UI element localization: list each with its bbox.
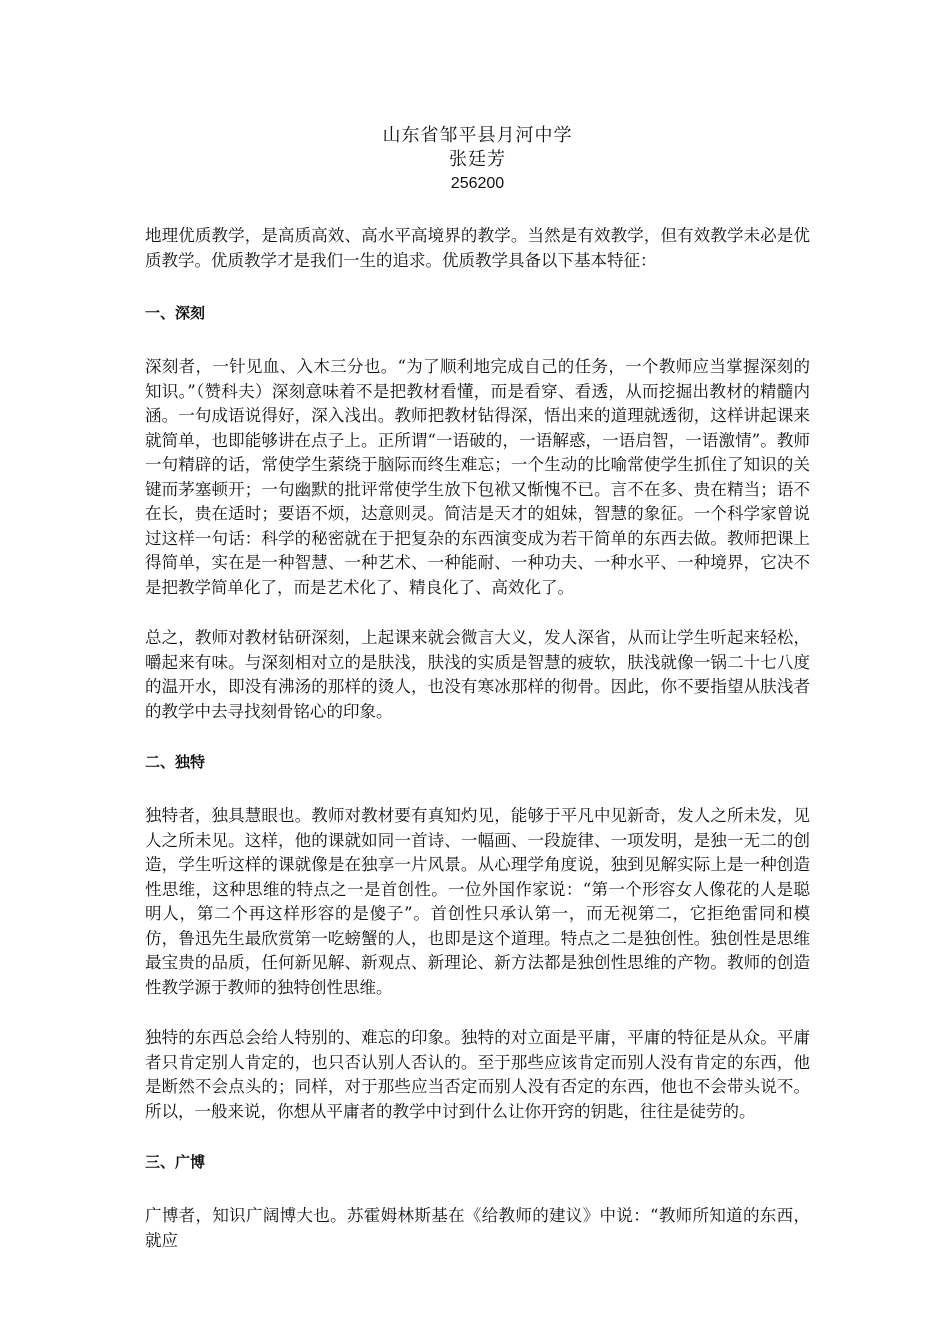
document-body xyxy=(145,224,810,1253)
intro-paragraph: 地理优质教学，是高质高效、高水平高境界的教学。当然是有效教学，但有效教学未必是优质教学。优质教学才是我们一生的追求。优质教学具备以下基本特征： xyxy=(145,226,810,270)
document-header xyxy=(145,124,810,196)
section-paragraph: 独特的东西总会给人特别的、难忘的印象。独特的对立面是平庸，平庸的特征是从众。平庸者只肯定别人肯定的，也只否认别人否认的。至于那些应该肯定而别人没有肯定的东西，他是断然不会点头的；同样，对于那些应当否定而别人没有否定的东西，他也不会带头说不。所以，一般来说，你想从平庸者的教学中讨到什么让你开窍的钥匙，往往是徒劳的。 xyxy=(145,1028,810,1121)
school-name: 山东省邹平县月河中学 xyxy=(382,125,573,146)
section-paragraph: 广博者，知识广阔博大也。苏霍姆林斯基在《给教师的建议》中说：“教师所知道的东西，就应 xyxy=(145,1206,810,1250)
section-heading-dute: 二、独特 xyxy=(145,753,206,771)
postal-code: 256200 xyxy=(450,175,505,192)
author-name: 张廷芳 xyxy=(449,149,506,170)
section-paragraph: 独特者，独具慧眼也。教师对教材要有真知灼见，能够于平凡中见新奇，发人之所未发，见人之所未见。这样，他的课就如同一首诗、一幅画、一段旋律、一项发明，是独一无二的创造，学生听这样的课就像是在独享一片风景。从心理学角度说，独到见解实际上是一种创造性思维，这种思维的特点之一是首创性。一位外国作家说：“第一个形容女人像花的人是聪明人，第二个再这样形容的是傻子”。首创性只承认第一，而无视第二，它拒绝雷同和模仿，鲁迅先生最欣赏第一吃螃蟹的人，也即是这个道理。特点之二是独创性。独创性是思维最宝贵的品质，任何新见解、新观点、新理论、新方法都是独创性思维的产物。教师的创造性教学源于教师的独特创性思维。 xyxy=(145,806,810,997)
section-heading-guangbo: 三、广博 xyxy=(145,1153,206,1171)
section-paragraph: 总之，教师对教材钻研深刻，上起课来就会微言大义，发人深省，从而让学生听起来轻松，嚼起来有味。与深刻相对立的是肤浅，肤浅的实质是智慧的疲软，肤浅就像一锅二十七八度的温开水，即没有沸汤的那样的烫人，也没有寒冰那样的彻骨。因此，你不要指望从肤浅者的教学中去寻找刻骨铭心的印象。 xyxy=(145,628,810,721)
section-heading-shenke: 一、深刻 xyxy=(145,304,206,322)
section-paragraph: 深刻者，一针见血、入木三分也。“为了顺利地完成自己的任务，一个教师应当掌握深刻的知识。”（赞科夫）深刻意味着不是把教材看懂，而是看穿、看透，从而挖掘出教材的精髓内涵。一句成语说得好，深入浅出。教师把教材钻得深，悟出来的道理就透彻，这样讲起课来就简单，也即能够讲在点子上。正所谓“一语破的，一语解惑，一语启智，一语激情”。教师一句精辟的话，常使学生萦绕于脑际而终生难忘；一个生动的比喻常使学生抓住了知识的关键而茅塞顿开；一句幽默的批评常使学生放下包袱又惭愧不已。言不在多、贵在精当；语不在长，贵在适时；要语不烦，达意则灵。简洁是天才的姐妹，智慧的象征。一个科学家曾说过这样一句话：科学的秘密就在于把复杂的东西演变成为若干简单的东西去做。教师把课上得简单，实在是一种智慧、一种艺术、一种能耐、一种功夫、一种水平、一种境界，它决不是把教学简单化了，而是艺术化了、精良化了、高效化了。 xyxy=(145,357,810,597)
